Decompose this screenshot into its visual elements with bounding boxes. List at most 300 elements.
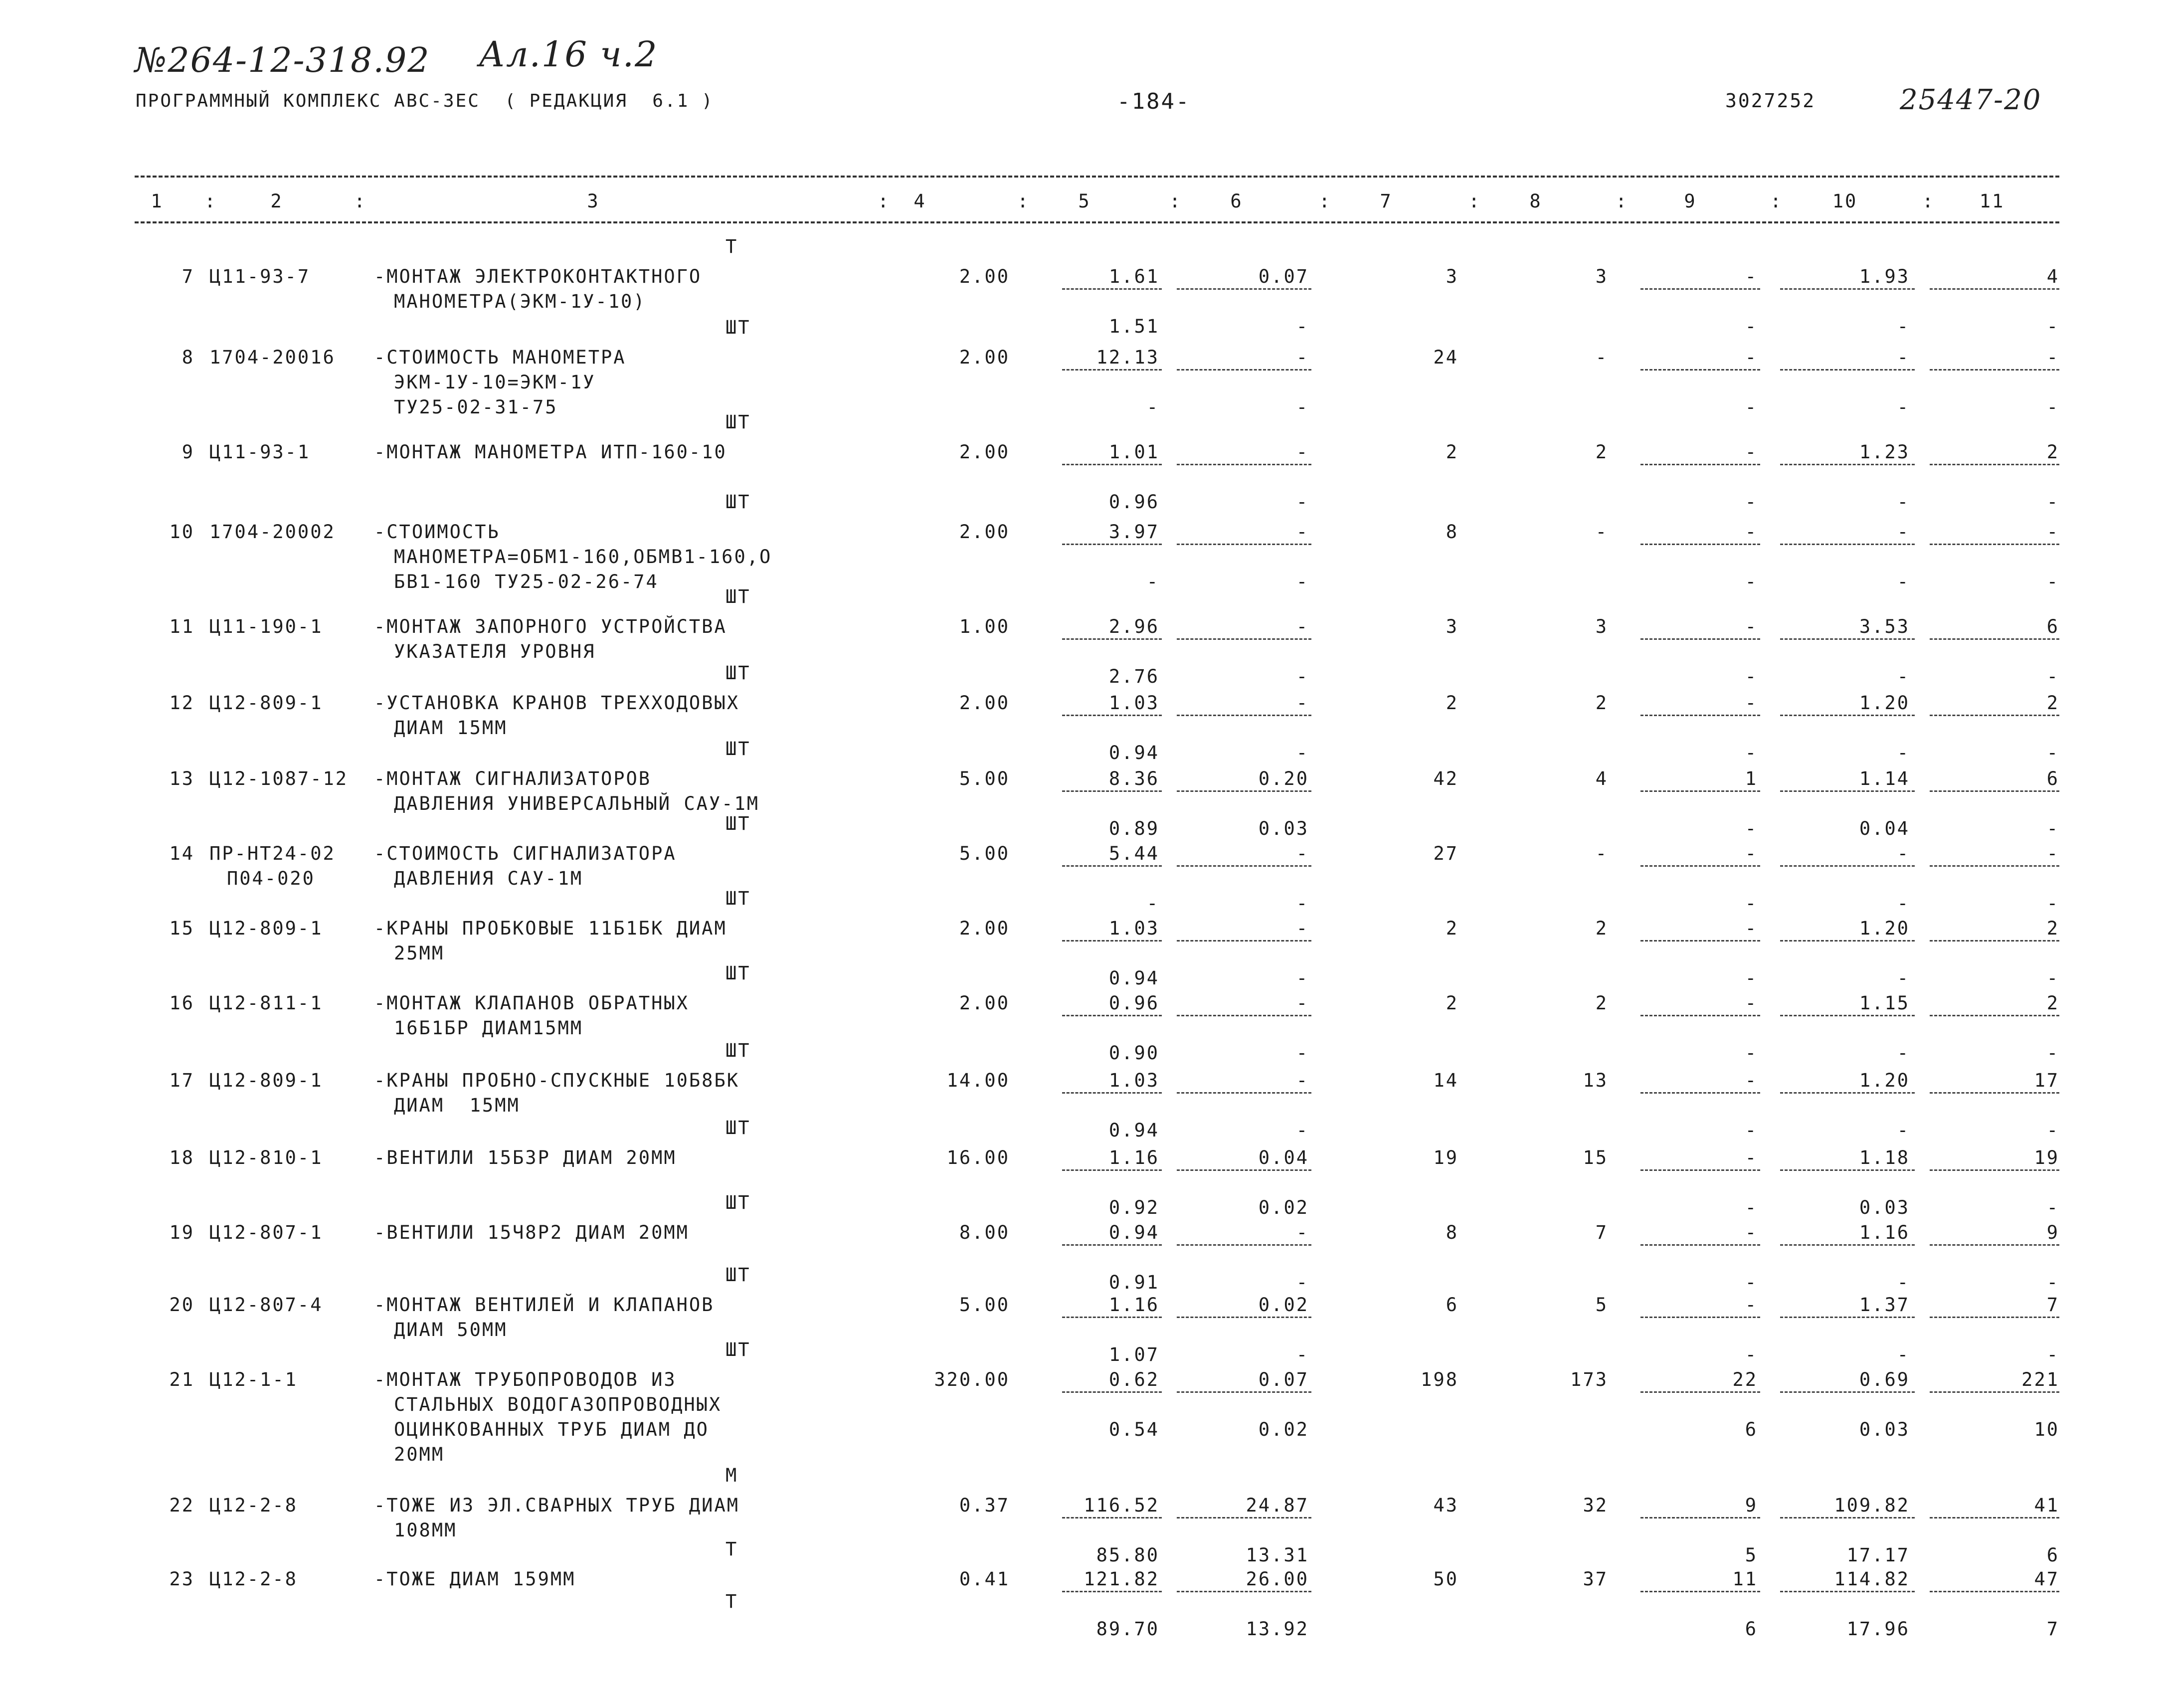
labor-total: 2 bbox=[2046, 918, 2059, 939]
unit-label: ШТ bbox=[726, 962, 751, 984]
unit-label: ШТ bbox=[726, 888, 751, 909]
machine-salary-total: 5 bbox=[1745, 1544, 1758, 1566]
column-header-5: 5 bbox=[1078, 190, 1091, 212]
row-number: 15 bbox=[169, 918, 194, 939]
machine-salary-total: - bbox=[1745, 316, 1758, 337]
unit-cost-machines: - bbox=[1296, 1070, 1309, 1091]
total-cost: 2 bbox=[1446, 692, 1458, 714]
sub-rule bbox=[1062, 464, 1162, 465]
rate-code: Ц11-93-1 bbox=[209, 441, 311, 463]
machine-operation: - bbox=[1745, 692, 1758, 714]
sub-rule bbox=[1780, 1015, 1915, 1016]
unit-cost-total: 5.44 bbox=[1108, 843, 1159, 864]
quantity: 2.00 bbox=[959, 918, 1010, 939]
sub-rule bbox=[1780, 288, 1915, 290]
labor-total: 2 bbox=[2046, 692, 2059, 714]
machine-labor-total: - bbox=[2046, 818, 2059, 839]
sub-rule bbox=[1640, 715, 1760, 716]
total-cost: 42 bbox=[1433, 768, 1458, 789]
machine-labor-total: - bbox=[2046, 666, 2059, 687]
machine-labor-per-unit: - bbox=[1897, 1272, 1910, 1293]
sub-rule bbox=[1930, 1317, 2059, 1318]
machine-salary-total: - bbox=[1745, 1272, 1758, 1293]
machine-operation: 9 bbox=[1745, 1495, 1758, 1516]
sub-rule bbox=[1177, 464, 1311, 465]
sub-rule bbox=[1062, 544, 1162, 545]
row-number: 23 bbox=[169, 1568, 194, 1590]
machine-salary-total: - bbox=[1745, 571, 1758, 592]
machine-operation: - bbox=[1745, 1070, 1758, 1091]
work-description: СТАЛЬНЫХ ВОДОГАЗОПРОВОДНЫХ bbox=[394, 1394, 722, 1415]
sub-rule bbox=[1930, 940, 2059, 942]
column-separator: : bbox=[1616, 190, 1629, 212]
machine-operation: - bbox=[1745, 1222, 1758, 1243]
labor-total: - bbox=[2046, 521, 2059, 543]
unit-label: М bbox=[726, 1465, 738, 1486]
sub-rule bbox=[1930, 1244, 2059, 1246]
work-description: ДИАМ 15ММ bbox=[394, 1095, 520, 1116]
labor-total: 2 bbox=[2046, 992, 2059, 1014]
work-description: ТУ25-02-31-75 bbox=[394, 396, 558, 418]
machine-labor-per-unit: - bbox=[1897, 491, 1910, 513]
sub-rule bbox=[1062, 1244, 1162, 1246]
quantity: 320.00 bbox=[934, 1369, 1010, 1390]
machine-labor-total: - bbox=[2046, 571, 2059, 592]
work-description: -СТОИМОСТЬ СИГНАЛИЗАТОРА bbox=[374, 843, 677, 864]
labor-per-unit: 114.82 bbox=[1834, 1568, 1910, 1590]
unit-label: ШТ bbox=[726, 1040, 751, 1061]
total-cost: 43 bbox=[1433, 1495, 1458, 1516]
quantity: 2.00 bbox=[959, 992, 1010, 1014]
sub-rule bbox=[1062, 369, 1162, 371]
machine-operation: - bbox=[1745, 521, 1758, 543]
sub-rule bbox=[1930, 865, 2059, 867]
total-cost: 19 bbox=[1433, 1147, 1458, 1168]
base-salary: - bbox=[1595, 521, 1608, 543]
labor-total: - bbox=[2046, 843, 2059, 864]
machine-labor-total: - bbox=[2046, 967, 2059, 989]
machine-labor-per-unit: 17.17 bbox=[1846, 1544, 1910, 1566]
quantity: 14.00 bbox=[946, 1070, 1010, 1091]
sub-rule bbox=[1780, 1317, 1915, 1318]
work-description: ДИАМ 15ММ bbox=[394, 717, 508, 739]
unit-cost-machines: 0.04 bbox=[1258, 1147, 1309, 1168]
work-description: -МОНТАЖ ВЕНТИЛЕЙ И КЛАПАНОВ bbox=[374, 1294, 715, 1316]
machine-labor-total: - bbox=[2046, 1120, 2059, 1141]
row-number: 13 bbox=[169, 768, 194, 789]
sub-rule bbox=[1177, 544, 1311, 545]
sub-rule bbox=[1780, 369, 1915, 371]
base-salary: 3 bbox=[1595, 266, 1608, 287]
sub-rule bbox=[1780, 1391, 1915, 1393]
base-salary: 3 bbox=[1595, 616, 1608, 637]
row-number: 17 bbox=[169, 1070, 194, 1091]
salary-per-unit: 0.91 bbox=[1108, 1272, 1159, 1293]
salary-per-unit: - bbox=[1146, 893, 1159, 914]
quantity: 0.37 bbox=[959, 1495, 1010, 1516]
machine-salary-total: - bbox=[1745, 967, 1758, 989]
labor-total: 41 bbox=[2034, 1495, 2059, 1516]
machine-salary-total: - bbox=[1745, 666, 1758, 687]
labor-per-unit: 1.37 bbox=[1859, 1294, 1910, 1316]
sub-rule bbox=[1640, 1517, 1760, 1518]
machine-operation: - bbox=[1745, 843, 1758, 864]
work-description: БВ1-160 ТУ25-02-26-74 bbox=[394, 571, 659, 592]
total-cost: 27 bbox=[1433, 843, 1458, 864]
machine-salary-per-unit: - bbox=[1296, 1042, 1309, 1064]
sub-rule bbox=[1177, 1517, 1311, 1518]
sub-rule bbox=[1930, 715, 2059, 716]
machine-labor-per-unit: 0.03 bbox=[1859, 1197, 1910, 1218]
sub-rule bbox=[1062, 1591, 1162, 1592]
sub-rule bbox=[1640, 1092, 1760, 1094]
total-cost: 8 bbox=[1446, 1222, 1458, 1243]
unit-cost-total: 1.61 bbox=[1108, 266, 1159, 287]
base-salary: 4 bbox=[1595, 768, 1608, 789]
work-description: 16Б1БР ДИАМ15ММ bbox=[394, 1017, 583, 1039]
work-description: -ТОЖЕ ИЗ ЭЛ.СВАРНЫХ ТРУБ ДИАМ bbox=[374, 1495, 740, 1516]
handwritten-doc-number: №264-12-318.92 bbox=[135, 41, 430, 80]
machine-labor-per-unit: - bbox=[1897, 666, 1910, 687]
quantity: 0.41 bbox=[959, 1568, 1010, 1590]
unit-label: ШТ bbox=[726, 1264, 751, 1286]
salary-per-unit: 0.94 bbox=[1108, 967, 1159, 989]
machine-operation: - bbox=[1745, 992, 1758, 1014]
labor-per-unit: - bbox=[1897, 521, 1910, 543]
sub-rule bbox=[1640, 544, 1760, 545]
salary-per-unit: 0.96 bbox=[1108, 491, 1159, 513]
machine-salary-total: - bbox=[1745, 1120, 1758, 1141]
work-description: -ТОЖЕ ДИАМ 159ММ bbox=[374, 1568, 576, 1590]
sub-rule bbox=[1930, 1015, 2059, 1016]
column-separator: : bbox=[354, 190, 367, 212]
sub-rule bbox=[1780, 544, 1915, 545]
rate-code-2: П04-020 bbox=[227, 868, 315, 889]
base-salary: 32 bbox=[1583, 1495, 1608, 1516]
rate-code: Ц12-807-1 bbox=[209, 1222, 323, 1243]
unit-cost-machines: - bbox=[1296, 692, 1309, 714]
machine-labor-per-unit: - bbox=[1897, 316, 1910, 337]
sub-rule bbox=[1062, 1169, 1162, 1171]
labor-total: 9 bbox=[2046, 1222, 2059, 1243]
sub-rule bbox=[1062, 1317, 1162, 1318]
column-header-2: 2 bbox=[270, 190, 283, 212]
labor-per-unit: 1.20 bbox=[1859, 918, 1910, 939]
work-description: -КРАНЫ ПРОБНО-СПУСКНЫЕ 10Б8БК bbox=[374, 1070, 740, 1091]
labor-total: 221 bbox=[2021, 1369, 2059, 1390]
base-salary: 2 bbox=[1595, 441, 1608, 463]
labor-total: 4 bbox=[2046, 266, 2059, 287]
labor-per-unit: 0.69 bbox=[1859, 1369, 1910, 1390]
base-salary: - bbox=[1595, 843, 1608, 864]
labor-per-unit: 3.53 bbox=[1859, 616, 1910, 637]
labor-total: 2 bbox=[2046, 441, 2059, 463]
base-salary: 15 bbox=[1583, 1147, 1608, 1168]
unit-cost-machines: - bbox=[1296, 347, 1309, 368]
machine-salary-per-unit: 0.03 bbox=[1258, 818, 1309, 839]
machine-salary-per-unit: - bbox=[1296, 967, 1309, 989]
unit-cost-machines: 0.02 bbox=[1258, 1294, 1309, 1316]
unit-cost-machines: - bbox=[1296, 918, 1309, 939]
row-number: 20 bbox=[169, 1294, 194, 1316]
machine-labor-per-unit: - bbox=[1897, 742, 1910, 763]
unit-cost-total: 1.03 bbox=[1108, 692, 1159, 714]
machine-labor-total: - bbox=[2046, 316, 2059, 337]
unit-label: ШТ bbox=[726, 586, 751, 607]
machine-labor-per-unit: - bbox=[1897, 396, 1910, 418]
salary-per-unit: 1.51 bbox=[1108, 316, 1159, 337]
rate-code: Ц12-810-1 bbox=[209, 1147, 323, 1168]
sub-rule bbox=[1062, 288, 1162, 290]
sub-rule bbox=[1780, 1092, 1915, 1094]
work-description: МАНОМЕТРА=ОБМ1-160,ОБМВ1-160,О bbox=[394, 546, 772, 568]
unit-cost-total: 0.94 bbox=[1108, 1222, 1159, 1243]
sub-rule bbox=[1640, 1244, 1760, 1246]
machine-salary-per-unit: - bbox=[1296, 1344, 1309, 1365]
labor-per-unit: 109.82 bbox=[1834, 1495, 1910, 1516]
column-header-6: 6 bbox=[1230, 190, 1243, 212]
row-number: 11 bbox=[169, 616, 194, 637]
column-separator: : bbox=[1319, 190, 1332, 212]
quantity: 8.00 bbox=[959, 1222, 1010, 1243]
sub-rule bbox=[1640, 940, 1760, 942]
machine-labor-total: 6 bbox=[2046, 1544, 2059, 1566]
work-description: -КРАНЫ ПРОБКОВЫЕ 11Б1БК ДИАМ bbox=[374, 918, 727, 939]
machine-labor-total: - bbox=[2046, 893, 2059, 914]
row-number: 14 bbox=[169, 843, 194, 864]
quantity: 2.00 bbox=[959, 521, 1010, 543]
final-unit-label: Т bbox=[726, 1591, 738, 1612]
labor-total: 19 bbox=[2034, 1147, 2059, 1168]
machine-labor-per-unit: - bbox=[1897, 967, 1910, 989]
column-separator: : bbox=[1169, 190, 1182, 212]
machine-operation: - bbox=[1745, 266, 1758, 287]
total-cost: 3 bbox=[1446, 616, 1458, 637]
machine-labor-total: - bbox=[2046, 1344, 2059, 1365]
sub-rule bbox=[1177, 790, 1311, 792]
work-description: -МОНТАЖ ЭЛЕКТРОКОНТАКТНОГО bbox=[374, 266, 702, 287]
unit-cost-total: 121.82 bbox=[1084, 1568, 1159, 1590]
machine-operation: - bbox=[1745, 347, 1758, 368]
rate-code: Ц12-809-1 bbox=[209, 918, 323, 939]
quantity: 5.00 bbox=[959, 1294, 1010, 1316]
sub-rule bbox=[1062, 1391, 1162, 1393]
machine-labor-per-unit: 17.96 bbox=[1846, 1618, 1910, 1640]
rate-code: Ц12-1-1 bbox=[209, 1369, 298, 1390]
rate-code: Ц12-2-8 bbox=[209, 1495, 298, 1516]
unit-cost-total: 1.03 bbox=[1108, 918, 1159, 939]
unit-cost-machines: 0.20 bbox=[1258, 768, 1309, 789]
sub-rule bbox=[1177, 1244, 1311, 1246]
row-number: 8 bbox=[182, 347, 194, 368]
sub-rule bbox=[1177, 1391, 1311, 1393]
sub-rule bbox=[1640, 638, 1760, 640]
quantity: 5.00 bbox=[959, 843, 1010, 864]
sub-rule bbox=[1177, 715, 1311, 716]
labor-per-unit: - bbox=[1897, 347, 1910, 368]
machine-labor-total: - bbox=[2046, 1197, 2059, 1218]
salary-per-unit: 0.89 bbox=[1108, 818, 1159, 839]
sub-rule bbox=[1177, 1169, 1311, 1171]
sub-rule bbox=[1062, 715, 1162, 716]
column-header-11: 11 bbox=[1979, 190, 2005, 212]
total-cost: 14 bbox=[1433, 1070, 1458, 1091]
labor-total: 47 bbox=[2034, 1568, 2059, 1590]
sub-rule bbox=[1062, 865, 1162, 867]
row-number: 21 bbox=[169, 1369, 194, 1390]
work-description: ДАВЛЕНИЯ УНИВЕРСАЛЬНЫЙ САУ-1М bbox=[394, 793, 760, 814]
row-number: 18 bbox=[169, 1147, 194, 1168]
base-salary: 7 bbox=[1595, 1222, 1608, 1243]
total-cost: 8 bbox=[1446, 521, 1458, 543]
sub-rule bbox=[1930, 1169, 2059, 1171]
rate-code: Ц12-807-4 bbox=[209, 1294, 323, 1316]
total-cost: 2 bbox=[1446, 918, 1458, 939]
program-title: ПРОГРАММНЫЙ КОМПЛЕКС АВС-3ЕС ( РЕДАКЦИЯ 6.1 ) bbox=[136, 91, 714, 111]
unit-cost-machines: - bbox=[1296, 616, 1309, 637]
unit-cost-total: 0.62 bbox=[1108, 1369, 1159, 1390]
row-number: 9 bbox=[182, 441, 194, 463]
work-description: -СТОИМОСТЬ bbox=[374, 521, 500, 543]
machine-salary-total: - bbox=[1745, 1042, 1758, 1064]
salary-per-unit: 2.76 bbox=[1108, 666, 1159, 687]
sub-rule bbox=[1177, 1317, 1311, 1318]
unit-cost-machines: 26.00 bbox=[1246, 1568, 1309, 1590]
sub-rule bbox=[1930, 544, 2059, 545]
unit-label: Т bbox=[726, 1538, 738, 1560]
work-description: -ВЕНТИЛИ 15Ч8Р2 ДИАМ 20ММ bbox=[374, 1222, 689, 1243]
salary-per-unit: 0.90 bbox=[1108, 1042, 1159, 1064]
sub-rule bbox=[1062, 940, 1162, 942]
total-cost: 198 bbox=[1421, 1369, 1458, 1390]
salary-per-unit: - bbox=[1146, 571, 1159, 592]
unit-cost-total: 1.16 bbox=[1108, 1294, 1159, 1316]
machine-salary-per-unit: 13.31 bbox=[1246, 1544, 1309, 1566]
unit-cost-total: 3.97 bbox=[1108, 521, 1159, 543]
unit-label: ШТ bbox=[726, 1117, 751, 1139]
unit-label: ШТ bbox=[726, 662, 751, 684]
machine-salary-total: - bbox=[1745, 396, 1758, 418]
sub-rule bbox=[1930, 464, 2059, 465]
quantity: 2.00 bbox=[959, 266, 1010, 287]
machine-salary-total: - bbox=[1745, 893, 1758, 914]
salary-per-unit: 89.70 bbox=[1096, 1618, 1159, 1640]
sub-rule bbox=[1640, 369, 1760, 371]
column-header-10: 10 bbox=[1832, 190, 1858, 212]
machine-salary-per-unit: - bbox=[1296, 316, 1309, 337]
unit-cost-total: 0.96 bbox=[1108, 992, 1159, 1014]
sub-rule bbox=[1780, 464, 1915, 465]
row-number: 10 bbox=[169, 521, 194, 543]
machine-operation: 11 bbox=[1732, 1568, 1758, 1590]
sub-rule bbox=[1780, 1169, 1915, 1171]
labor-total: 17 bbox=[2034, 1070, 2059, 1091]
machine-salary-per-unit: 13.92 bbox=[1246, 1618, 1309, 1640]
sub-rule bbox=[1930, 1517, 2059, 1518]
sub-rule bbox=[1930, 790, 2059, 792]
machine-salary-total: - bbox=[1745, 818, 1758, 839]
sub-rule bbox=[1062, 1517, 1162, 1518]
quantity: 5.00 bbox=[959, 768, 1010, 789]
doc-code: 3027252 bbox=[1725, 90, 1816, 112]
handwritten-sheet-mark: Ал.16 ч.2 bbox=[479, 34, 658, 75]
machine-salary-per-unit: - bbox=[1296, 893, 1309, 914]
labor-per-unit: 1.20 bbox=[1859, 692, 1910, 714]
column-separator: : bbox=[204, 190, 217, 212]
total-cost: 50 bbox=[1433, 1568, 1458, 1590]
rate-code: 1704-20016 bbox=[209, 347, 336, 368]
machine-salary-per-unit: - bbox=[1296, 742, 1309, 763]
rate-code: Ц12-2-8 bbox=[209, 1568, 298, 1590]
work-description: -МОНТАЖ МАНОМЕТРА ИТП-160-10 bbox=[374, 441, 727, 463]
machine-salary-total: 6 bbox=[1745, 1618, 1758, 1640]
unit-cost-machines: - bbox=[1296, 992, 1309, 1014]
sub-rule bbox=[1780, 715, 1915, 716]
work-description: -МОНТАЖ ЗАПОРНОГО УСТРОЙСТВА bbox=[374, 616, 727, 637]
machine-salary-total: - bbox=[1745, 1197, 1758, 1218]
machine-salary-per-unit: - bbox=[1296, 666, 1309, 687]
machine-salary-total: - bbox=[1745, 491, 1758, 513]
labor-total: 7 bbox=[2046, 1294, 2059, 1316]
unit-label: ШТ bbox=[726, 411, 751, 433]
salary-per-unit: 0.94 bbox=[1108, 1120, 1159, 1141]
machine-labor-total: 7 bbox=[2046, 1618, 2059, 1640]
work-description: ОЦИНКОВАННЫХ ТРУБ ДИАМ ДО bbox=[394, 1419, 709, 1440]
labor-per-unit: 1.93 bbox=[1859, 266, 1910, 287]
sub-rule bbox=[1930, 369, 2059, 371]
column-separator: : bbox=[1468, 190, 1481, 212]
sub-rule bbox=[1640, 1591, 1760, 1592]
sub-rule bbox=[1930, 638, 2059, 640]
total-cost: 2 bbox=[1446, 992, 1458, 1014]
unit-cost-total: 116.52 bbox=[1084, 1495, 1159, 1516]
salary-per-unit: 1.07 bbox=[1108, 1344, 1159, 1365]
sub-rule bbox=[1177, 288, 1311, 290]
labor-per-unit: 1.15 bbox=[1859, 992, 1910, 1014]
machine-labor-per-unit: 0.03 bbox=[1859, 1419, 1910, 1440]
sub-rule bbox=[1780, 1591, 1915, 1592]
machine-salary-per-unit: - bbox=[1296, 571, 1309, 592]
work-description: -МОНТАЖ СИГНАЛИЗАТОРОВ bbox=[374, 768, 652, 789]
machine-labor-total: - bbox=[2046, 1272, 2059, 1293]
labor-per-unit: - bbox=[1897, 843, 1910, 864]
column-header-3: 3 bbox=[587, 190, 600, 212]
handwritten-right-code: 25447-20 bbox=[1900, 84, 2042, 116]
machine-salary-per-unit: - bbox=[1296, 1120, 1309, 1141]
unit-cost-machines: 0.07 bbox=[1258, 1369, 1309, 1390]
unit-cost-total: 8.36 bbox=[1108, 768, 1159, 789]
sub-rule bbox=[1177, 940, 1311, 942]
machine-labor-per-unit: - bbox=[1897, 571, 1910, 592]
labor-per-unit: 1.16 bbox=[1859, 1222, 1910, 1243]
machine-operation: 22 bbox=[1732, 1369, 1758, 1390]
machine-labor-total: 10 bbox=[2034, 1419, 2059, 1440]
unit-label: ШТ bbox=[726, 491, 751, 513]
machine-salary-per-unit: 0.02 bbox=[1258, 1197, 1309, 1218]
labor-per-unit: 1.23 bbox=[1859, 441, 1910, 463]
machine-operation: - bbox=[1745, 1147, 1758, 1168]
total-cost: 2 bbox=[1446, 441, 1458, 463]
work-description: ДИАМ 50ММ bbox=[394, 1319, 508, 1340]
base-salary: 2 bbox=[1595, 918, 1608, 939]
sub-rule bbox=[1062, 638, 1162, 640]
total-cost: 24 bbox=[1433, 347, 1458, 368]
rate-code: Ц12-809-1 bbox=[209, 692, 323, 714]
row-number: 19 bbox=[169, 1222, 194, 1243]
quantity: 1.00 bbox=[959, 616, 1010, 637]
column-header-8: 8 bbox=[1529, 190, 1542, 212]
salary-per-unit: 0.54 bbox=[1108, 1419, 1159, 1440]
